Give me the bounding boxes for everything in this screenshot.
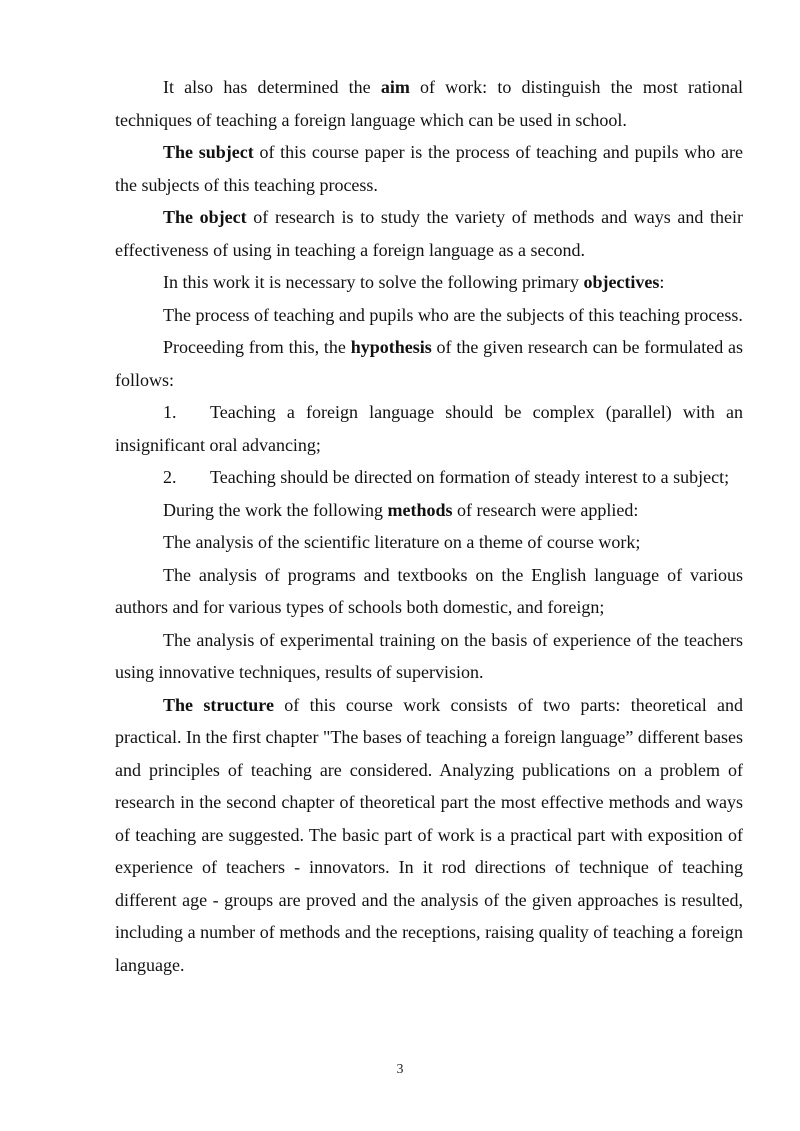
term-methods: methods xyxy=(387,499,453,520)
paragraph-method-literature: The analysis of the scientific literature on a theme of course work; xyxy=(163,532,641,552)
list-number: 1. xyxy=(163,402,177,422)
paragraph-hypothesis: Proceeding from this, the hypothesis of the given research can be formulated as follows: xyxy=(115,337,744,390)
paragraph-object: The object of research is to study the variety of methods and ways and their effectiveness of using in teaching a foreign language as a second. xyxy=(115,207,743,260)
term-subject: The subject xyxy=(163,142,254,162)
page-body xyxy=(115,71,743,981)
list-number: 2. xyxy=(163,467,177,487)
paragraph-method-programs: The analysis of programs and textbooks on the English language of various authors and for various types of schools both domestic, and foreign; xyxy=(115,564,743,617)
paragraph-method-experimental: The analysis of experimental training on the basis of experience of the teachers using innovative techniques, results of supervision. xyxy=(115,629,743,682)
term-structure: The structure xyxy=(163,694,274,715)
paragraph-subject: The subject of this course paper is the process of teaching and pupils who are the subjects of this teaching process. xyxy=(115,142,743,195)
paragraph-aim: It also has determined the aim of work: to distinguish the most rational techniques of teaching a foreign language which can be used in school. xyxy=(115,77,743,130)
term-hypothesis: hypothesis xyxy=(350,337,432,357)
paragraph-structure: The structure of this course work consists of two parts: theoretical and practical. In the first chapter "The bases of teaching a foreign language” different bases and principles of teaching are considered. Analyzing publications on a problem of research in the second chapter of theoretical part the most effective methods and ways of teaching are suggested. The basic part of work is a practical part with exposition of experience of teachers - innovators. In it rod directions of technique of teaching different age - groups are proved and the analysis of the given approaches is resulted, including a number of methods and the receptions, raising quality of teaching a foreign language. xyxy=(115,694,743,975)
list-item: 2. Teaching should be directed on formation of steady interest to a subject; xyxy=(115,461,743,494)
term-aim: aim xyxy=(380,77,410,97)
list-item: 1. Teaching a foreign language should be complex (parallel) with an insignificant oral advancing; xyxy=(115,396,743,461)
paragraph-methods: During the work the following methods of research were applied: xyxy=(163,499,639,520)
paragraph-objectives: In this work it is necessary to solve the following primary objectives: xyxy=(163,272,665,292)
paragraph-process: The process of teaching and pupils who are the subjects of this teaching process. xyxy=(163,304,743,325)
term-objectives: objectives xyxy=(583,272,660,292)
page-number: 3 xyxy=(396,1062,404,1077)
term-object: The object xyxy=(163,207,247,227)
